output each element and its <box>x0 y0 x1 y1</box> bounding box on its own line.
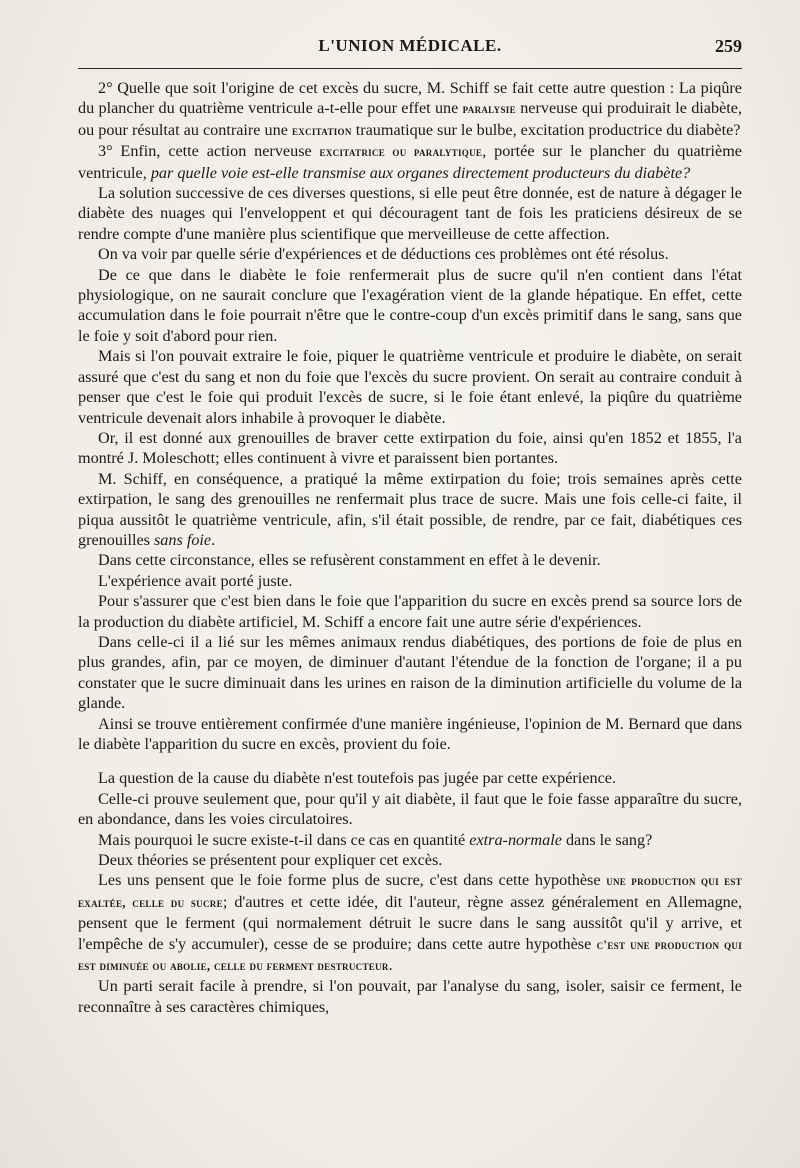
italic-phrase: par quelle voie est-elle transmise aux organes directement producteurs du diabète? <box>150 163 691 182</box>
paragraph <box>78 550 742 570</box>
text-run: M. Schiff, en conséquence, a pratiqué la même extirpation du foie; trois semaines après cette extirpation, le sang des grenouilles ne renfermait plus trace de sucre. Mais une fois celle-ci faite, il piqua aussitôt le quatrième ventricule, afin, s'il était possible, de rendre, par ce fait, diabétiques ces grenouilles <box>78 469 742 549</box>
header-rule <box>78 68 742 69</box>
text-run: Dans celle-ci il a lié sur les mêmes animaux rendus diabétiques, des portions de foie de plus en plus grandes, afin, par ce moyen, de diminuer d'autant l'étendue de la fonction de l'organe; il a pu constater que le sucre diminuait dans les urines en raison de la diminution artificielle du volume de la glande. <box>78 632 742 713</box>
text-run: Or, il est donné aux grenouilles de braver cette extirpation du foie, ainsi qu'en 1852 et 1855, l'a montré J. Moleschott; elles continuent à vivre et paraissent bien portantes. <box>78 428 742 468</box>
text-run: De ce que dans le diabète le foie renfermerait plus de sucre qu'il n'en contient dans l'état physiologique, on ne saurait conclure que l'exagération vient de la glande hépatique. En effet, cette accumulation dans le foie pourrait n'être que le contre-coup d'un excès primitif dans le sang, sans que le foie y soit d'abord pour rien. <box>78 265 742 345</box>
text-run: Les uns pensent que le foie forme plus de sucre, c'est dans cette hypothèse <box>98 871 607 890</box>
paragraph <box>78 244 742 264</box>
paragraph <box>78 830 742 850</box>
paragraph <box>78 78 742 141</box>
paragraph <box>78 571 742 591</box>
text-run: Pour s'assurer que c'est bien dans le foie que l'apparition du sucre en excès prend sa source lors de la production du diabète artificiel, M. Schiff a encore fait une autre série d'expériences. <box>78 592 742 631</box>
paragraph <box>78 265 742 347</box>
small-caps-phrase: c'est une production qui est diminuée ou abolie, celle du ferment destructeur <box>78 936 743 974</box>
paragraph <box>78 768 742 788</box>
paragraph <box>78 591 742 632</box>
text-run: On va voir par quelle série d'expériences et de déductions ces problèmes ont été résolus. <box>98 245 669 264</box>
running-head <box>78 36 742 66</box>
body-text <box>78 78 742 1017</box>
text-run: Mais pourquoi le sucre existe-t-il dans ce cas en quantité <box>98 830 470 849</box>
text-run: Deux théories se présentent pour expliquer cet excès. <box>98 851 443 870</box>
paragraph <box>78 976 742 1017</box>
paragraph <box>78 183 742 244</box>
small-caps-phrase: excitation <box>291 122 352 138</box>
paragraph <box>78 714 742 755</box>
paragraph <box>78 346 742 428</box>
small-caps-phrase: paralysie <box>462 101 516 117</box>
text-run: . <box>211 530 216 549</box>
text-run: L'expérience avait porté juste. <box>98 571 293 590</box>
paragraph <box>78 789 742 830</box>
small-caps-phrase: une production qui est exaltée, celle du sucre <box>78 873 742 910</box>
text-run: La question de la cause du diabète n'est toutefois pas jugée par cette expérience. <box>98 769 616 788</box>
text-run: . <box>388 956 393 975</box>
text-run: Ainsi se trouve entièrement confirmée d'une manière ingénieuse, l'opinion de M. Bernard que dans le diabète l'apparition du sucre en excès, provient du foie. <box>78 714 742 753</box>
text-run: traumatique sur le bulbe, excitation productrice du diabète? <box>351 120 741 139</box>
italic-phrase: extra-normale <box>469 830 562 849</box>
journal-title: L'UNION MÉDICALE. <box>318 36 502 55</box>
small-caps-phrase: excitatrice ou paralytique <box>319 144 483 160</box>
text-run: nerveuse qui produirait le diabète, ou pour résultat au contraire une <box>78 99 742 139</box>
italic-phrase: sans foie <box>153 530 212 549</box>
text-run: Dans cette circonstance, elles se refusèrent constamment en effet à le devenir. <box>98 551 601 570</box>
text-run: ; d'autres et cette idée, dit l'auteur, règne assez généralement en Allemagne, pensent que le ferment (qui normalement détruit le sucre dans le sang aussitôt qu'il y arrive, et l'empêche de s'y accumuler), cesse de se produire; dans cette autre hypothèse <box>78 892 742 953</box>
text-run: , portée sur le plancher du quatrième ventricule, <box>78 142 742 182</box>
text-run: Un parti serait facile à prendre, si l'on pouvait, par l'analyse du sang, isoler, saisir ce ferment, le reconnaître à ses caractères chimiques, <box>78 977 742 1016</box>
text-run: dans le sang? <box>561 830 653 849</box>
page-number: 259 <box>715 36 742 56</box>
text-run: 2° Quelle que soit l'origine de cet excès du sucre, M. Schiff se fait cette autre question : La piqûre du plancher du quatrième ventricule a-t-elle pour effet une <box>78 79 742 118</box>
text-run: 3° Enfin, cette action nerveuse <box>98 142 320 161</box>
paragraph <box>78 632 742 714</box>
text-run: Mais si l'on pouvait extraire le foie, piquer le quatrième ventricule et produire le diabète, on serait assuré que c'est du sang et non du foie que l'excès du sucre provient. On serait au contraire conduit à penser que c'est le foie qui produit l'excès de sucre, si le foie étant enlevé, la piqûre du quatrième ventricule devenait alors inhabile à provoquer le diabète. <box>78 347 742 427</box>
text-run: La solution successive de ces diverses questions, si elle peut être donnée, est de nature à dégager le diabète des nuages qui l'enveloppent et qui découragent tant de fois les praticiens désireux de se rendre compte d'une manière plus scientifique que merveilleuse de cette affection. <box>78 184 742 243</box>
paragraph <box>78 141 742 183</box>
text-run: Celle-ci prouve seulement que, pour qu'il y ait diabète, il faut que le foie fasse apparaître du sucre, en abondance, dans les voies circulatoires. <box>78 789 742 829</box>
paragraph <box>78 428 742 469</box>
paragraph <box>78 469 742 551</box>
paragraph <box>78 850 742 870</box>
paragraph <box>78 870 742 976</box>
